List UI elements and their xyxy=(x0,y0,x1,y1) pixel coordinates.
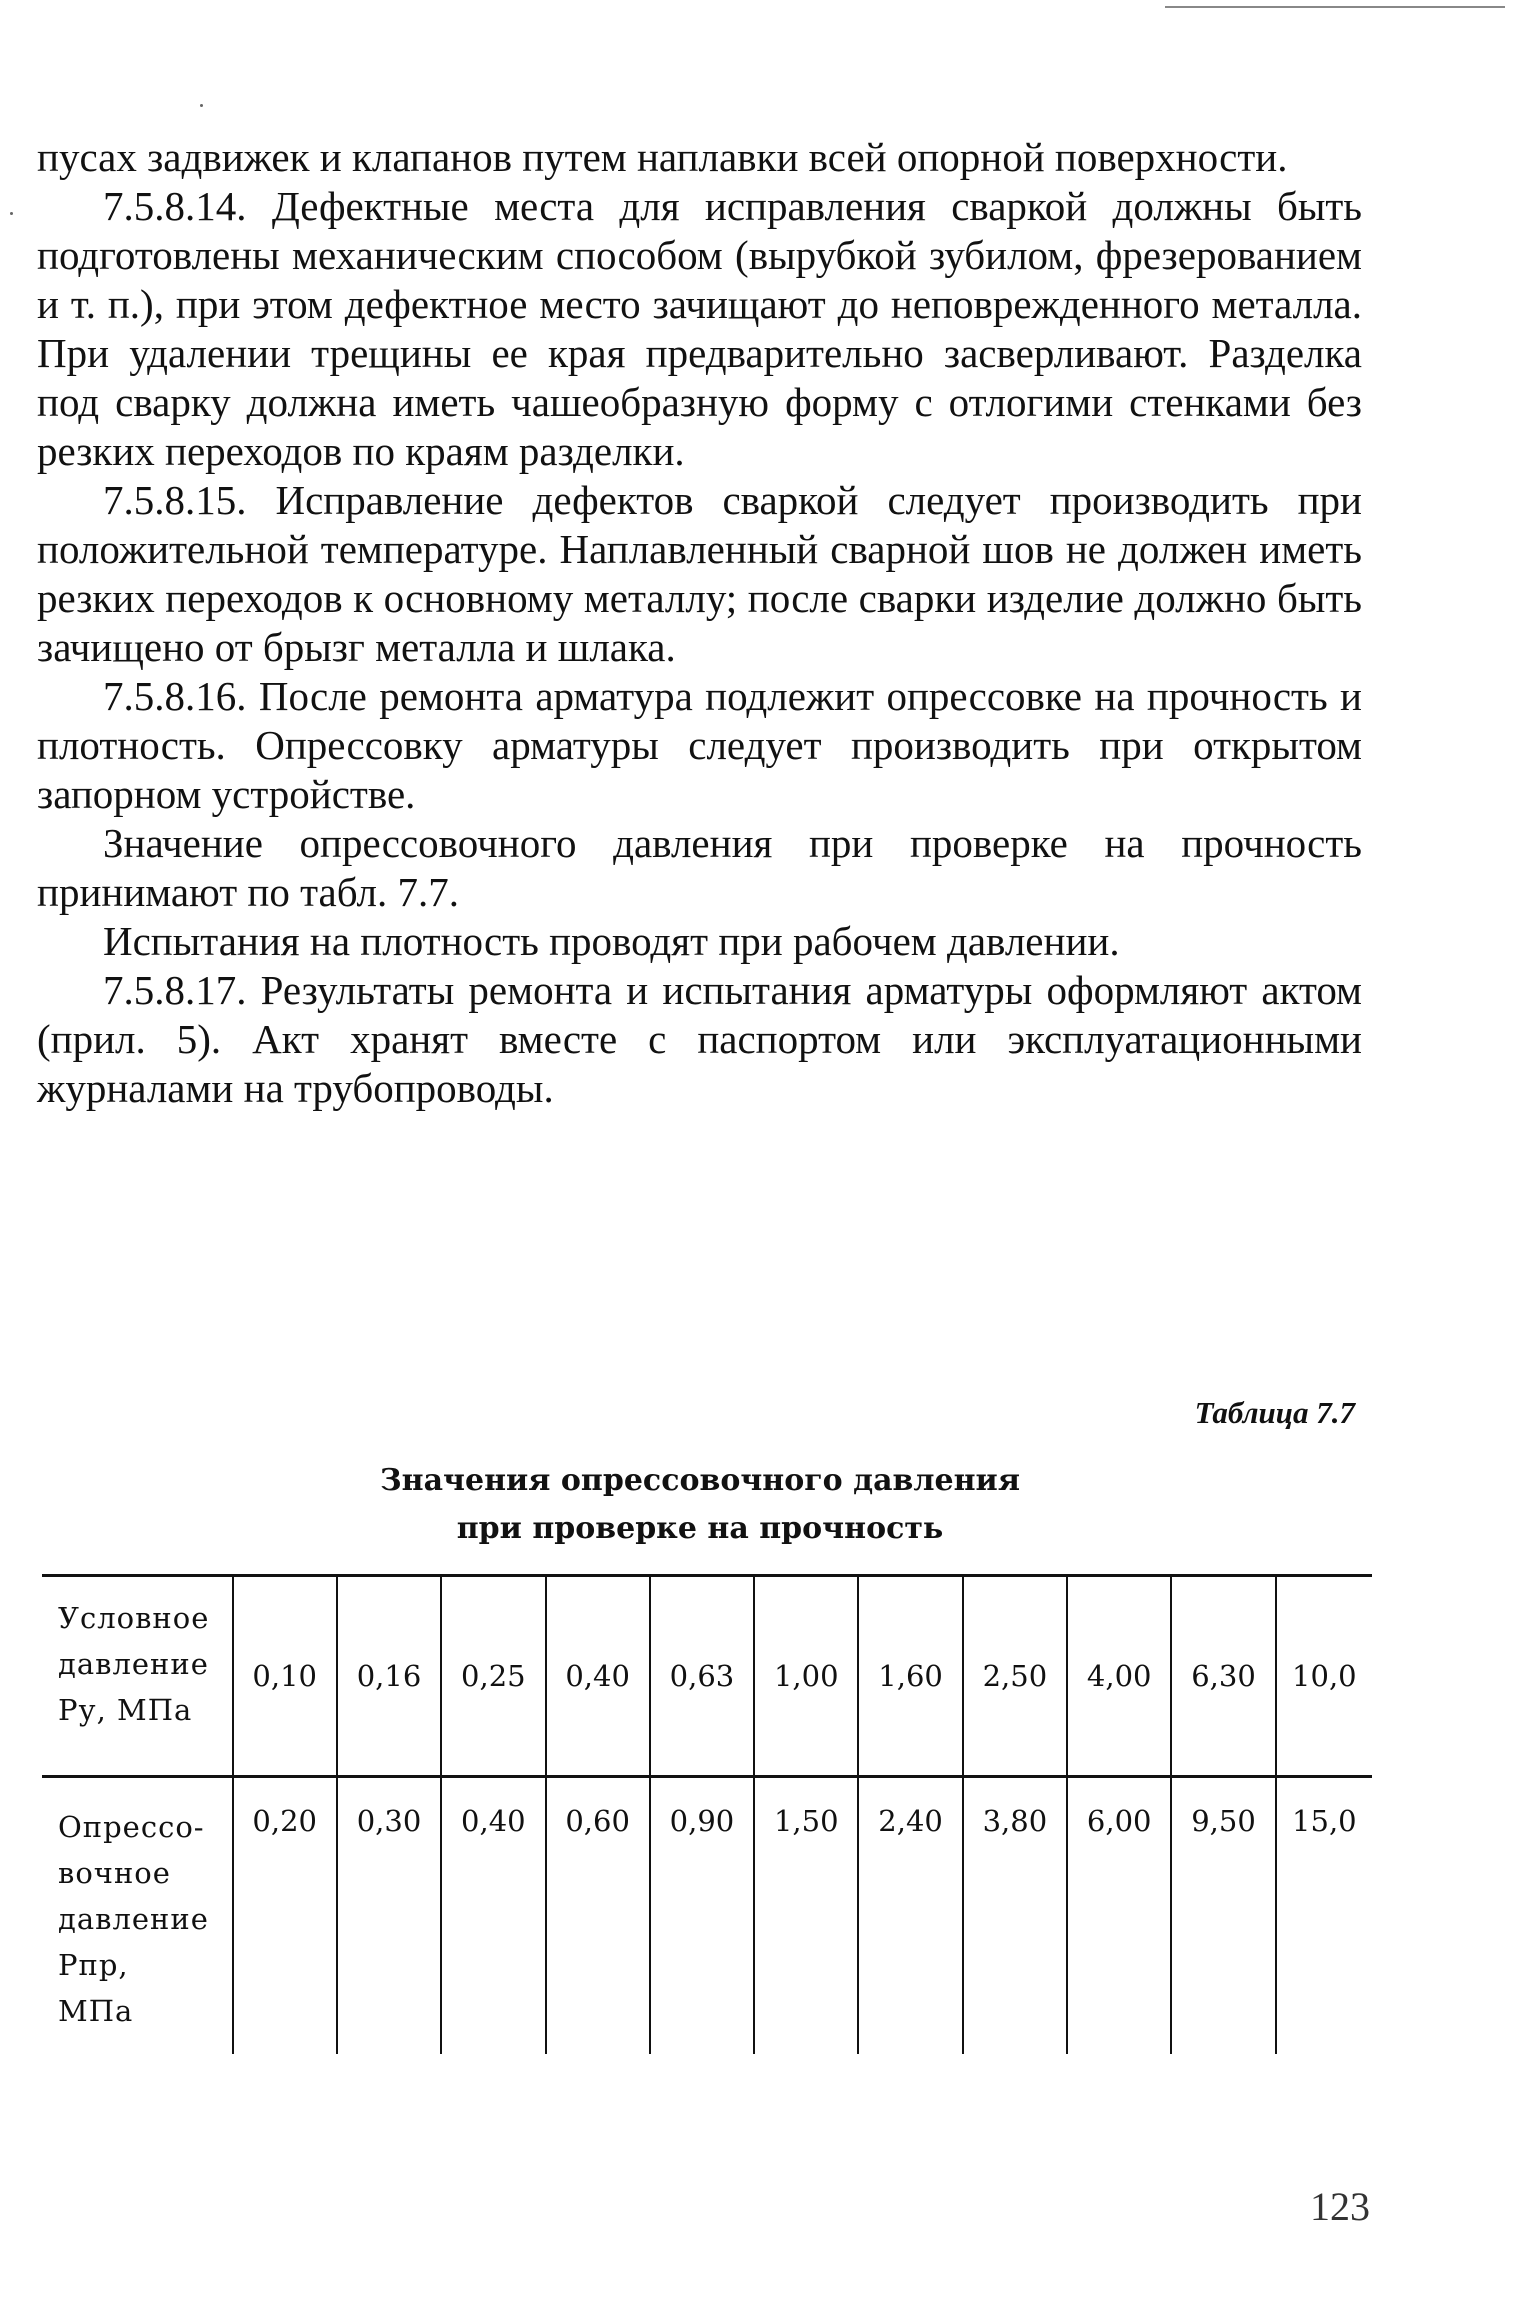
table-cell: 0,40 xyxy=(441,1777,545,2055)
table-cell: 10,0 xyxy=(1276,1576,1372,1777)
table-cell: 4,00 xyxy=(1067,1576,1171,1777)
scan-speck xyxy=(10,212,13,215)
table-title xyxy=(250,1457,1150,1553)
table-cell: 0,60 xyxy=(546,1777,650,2055)
paragraph-7-5-8-16: 7.5.8.16. После ремонта арматура подлежит опрессовке на прочность и плотность. Опрессовку арматуры следует производить при открытом запорном устройстве. xyxy=(37,673,1362,817)
table-cell: 9,50 xyxy=(1171,1777,1275,2055)
row-header-test-pressure xyxy=(42,1777,233,2055)
header-line: Рпр, xyxy=(58,1948,129,1982)
table-cell: 0,30 xyxy=(337,1777,441,2055)
body-text xyxy=(37,133,1362,1113)
paragraph-continuation: пусах задвижек и клапанов путем наплавки всей опорной поверхности. xyxy=(37,134,1288,180)
table-cell: 2,50 xyxy=(963,1576,1067,1777)
paragraph-7-5-8-14: 7.5.8.14. Дефектные места для исправления сваркой должны быть подготовлены механическим способом (вырубкой зубилом, фрезерованием и т. п.), при этом дефектное место зачищают до неповрежденного металла. При удалении трещины ее края предварительно засверливают. Разделка под сварку должна иметь чашеобразную форму с отлогими стенками без резких переходов по краям разделки. xyxy=(37,183,1362,474)
table-cell: 3,80 xyxy=(963,1777,1067,2055)
top-edge-rule xyxy=(1165,6,1505,8)
header-line: давление xyxy=(58,1647,209,1681)
header-line: Ру, МПа xyxy=(58,1693,193,1727)
table-cell: 0,40 xyxy=(546,1576,650,1777)
table-row-test-pressure xyxy=(42,1777,1372,2055)
page-number: 123 xyxy=(1310,2184,1370,2229)
table-cell: 15,0 xyxy=(1276,1777,1372,2055)
table-cell: 0,90 xyxy=(650,1777,754,2055)
table-title-line-2: при проверке на прочность xyxy=(456,1511,944,1546)
table-cell: 0,16 xyxy=(337,1576,441,1777)
header-line: вочное xyxy=(58,1856,171,1890)
table-caption: Таблица 7.7 xyxy=(1194,1395,1355,1430)
table-cell: 1,00 xyxy=(754,1576,858,1777)
table-cell: 6,00 xyxy=(1067,1777,1171,2055)
table-cell: 0,10 xyxy=(233,1576,337,1777)
scan-speck xyxy=(200,104,203,107)
table-title-line-1: Значения опрессовочного давления xyxy=(380,1463,1020,1498)
table-cell: 1,60 xyxy=(858,1576,962,1777)
paragraph-tightness-test: Испытания на плотность проводят при рабочем давлении. xyxy=(103,918,1120,964)
paragraph-7-5-8-15: 7.5.8.15. Исправление дефектов сваркой следует производить при положительной температуре. Наплавленный сварной шов не должен иметь резких переходов к основному металлу; после сварки изделие должно быть зачищено от брызг металла и шлака. xyxy=(37,477,1362,670)
header-line: Условное xyxy=(58,1601,210,1635)
header-line: Опрессо- xyxy=(58,1810,205,1844)
table-cell: 0,20 xyxy=(233,1777,337,2055)
table-cell: 2,40 xyxy=(858,1777,962,2055)
header-line: МПа xyxy=(58,1994,134,2028)
paragraph-pressure-value: Значение опрессовочного давления при проверке на прочность принимают по табл. 7.7. xyxy=(37,820,1362,915)
table-cell: 1,50 xyxy=(754,1777,858,2055)
pressure-table xyxy=(42,1574,1372,2054)
paragraph-7-5-8-17: 7.5.8.17. Результаты ремонта и испытания арматуры оформляют актом (прил. 5). Акт хранят вместе с паспортом или эксплуатационными журналами на трубопроводы. xyxy=(37,967,1362,1111)
table-cell: 0,25 xyxy=(441,1576,545,1777)
table-cell: 6,30 xyxy=(1171,1576,1275,1777)
header-line: давление xyxy=(58,1902,209,1936)
row-header-nominal-pressure xyxy=(42,1576,233,1777)
table-cell: 0,63 xyxy=(650,1576,754,1777)
table-row-nominal-pressure xyxy=(42,1576,1372,1777)
